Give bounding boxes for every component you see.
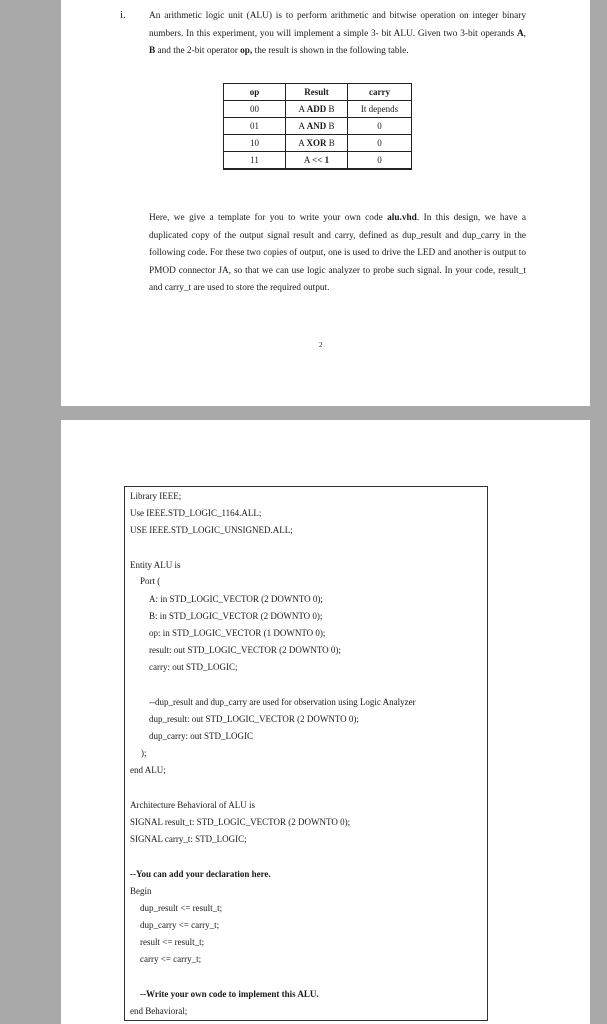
code-line: Use IEEE.STD_LOGIC_1164.ALL; <box>130 508 262 518</box>
code-line: ); <box>141 748 147 758</box>
cell-op: 11 <box>224 152 286 170</box>
code-line: SIGNAL result_t: STD_LOGIC_VECTOR (2 DOWNTO 0); <box>130 817 351 827</box>
cell-result: A << 1 <box>286 152 348 170</box>
alu-operation-table <box>223 83 412 170</box>
code-line: --dup_result and dup_carry are used for observation using Logic Analyzer <box>149 697 416 707</box>
template-description-paragraph: Here, we give a template for you to write your own code alu.vhd. In this design, we have a duplicated copy of the output signal result and carry, defined as dup_result and dup_carry in the following code. For these two copies of output, one is used to drive the LED and another is output to PMOD connector JA, so that we can use logic analyzer to probe such signal. In your code, result_t and carry_t are used to store the required output. <box>149 213 526 293</box>
code-line: carry: out STD_LOGIC; <box>149 662 238 672</box>
code-line: USE IEEE.STD_LOGIC_UNSIGNED.ALL; <box>130 525 293 535</box>
cell-carry: 0 <box>348 118 412 135</box>
cell-op: 10 <box>224 135 286 152</box>
code-line: result: out STD_LOGIC_VECTOR (2 DOWNTO 0); <box>149 645 341 655</box>
table-row <box>224 118 412 135</box>
code-line: dup_carry <= carry_t; <box>140 920 220 930</box>
code-line: --Write your own code to implement this ALU. <box>140 989 319 999</box>
code-line: --You can add your declaration here. <box>130 869 271 879</box>
header-op: op <box>224 84 286 101</box>
code-line: dup_result <= result_t; <box>140 903 223 913</box>
table-row <box>224 152 412 170</box>
cell-result: A XOR B <box>286 135 348 152</box>
table-header-row <box>224 84 412 101</box>
code-line: Begin <box>130 886 152 896</box>
code-line: end ALU; <box>130 765 166 775</box>
cell-carry: 0 <box>348 152 412 170</box>
code-line: dup_carry: out STD_LOGIC <box>149 731 253 741</box>
code-line: result <= result_t; <box>140 937 205 947</box>
header-result: Result <box>286 84 348 101</box>
document-page-2 <box>61 420 590 1024</box>
item-number: i. <box>120 9 126 21</box>
table-row <box>224 101 412 118</box>
code-line: Entity ALU is <box>130 560 181 570</box>
cell-op: 00 <box>224 101 286 118</box>
cell-result: A ADD B <box>286 101 348 118</box>
code-line: dup_result: out STD_LOGIC_VECTOR (2 DOWNTO 0); <box>149 714 359 724</box>
code-line: end Behavioral; <box>130 1006 188 1016</box>
cell-op: 01 <box>224 118 286 135</box>
code-line: A: in STD_LOGIC_VECTOR (2 DOWNTO 0); <box>149 594 323 604</box>
cell-carry: It depends <box>348 101 412 118</box>
table-row <box>224 135 412 152</box>
code-line: B: in STD_LOGIC_VECTOR (2 DOWNTO 0); <box>149 611 323 621</box>
code-line: Library IEEE; <box>130 491 182 501</box>
code-line: Architecture Behavioral of ALU is <box>130 800 255 810</box>
cell-carry: 0 <box>348 135 412 152</box>
vhdl-code-template-box <box>124 486 488 1021</box>
page-number: 2 <box>319 341 323 349</box>
header-carry: carry <box>348 84 412 101</box>
code-line: Port ( <box>140 576 161 586</box>
cell-result: A AND B <box>286 118 348 135</box>
code-line: carry <= carry_t; <box>140 954 202 964</box>
code-line: SIGNAL carry_t: STD_LOGIC; <box>130 834 247 844</box>
code-line: op: in STD_LOGIC_VECTOR (1 DOWNTO 0); <box>149 628 326 638</box>
document-page-1 <box>61 0 590 406</box>
alu-intro-paragraph: An arithmetic logic unit (ALU) is to perform arithmetic and bitwise operation on integer binary numbers. In this experiment, you will implement a simple 3- bit ALU. Given two 3-bit operands A, B and the 2-bit operator op, the result is shown in the following table. <box>149 11 526 56</box>
